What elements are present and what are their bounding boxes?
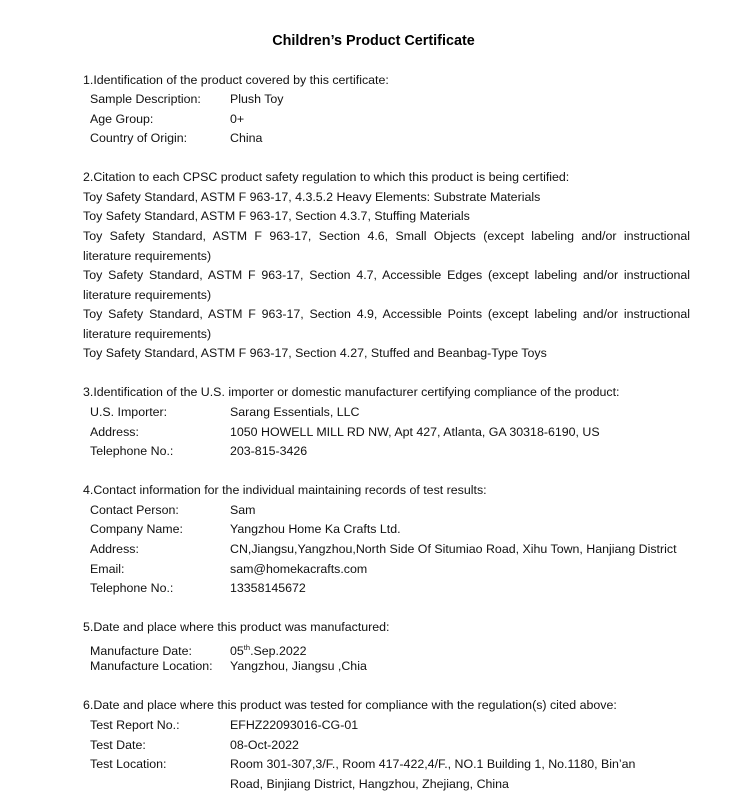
field-value: 0+	[230, 112, 245, 126]
section-1-heading: 1.Identification of the product covered by this certificate:	[83, 73, 389, 87]
manufacture-location-row	[90, 658, 367, 675]
field-value: 13358145672	[230, 581, 306, 595]
field-label: Address:	[90, 425, 139, 439]
field-label: Manufacture Location:	[90, 659, 213, 673]
section-4-heading: 4.Contact information for the individual maintaining records of test results:	[83, 483, 487, 497]
importer-telephone-row	[90, 443, 307, 460]
age-group-row	[90, 111, 244, 128]
field-label: Country of Origin:	[90, 131, 188, 145]
test-report-row	[90, 717, 358, 734]
field-value: Yangzhou, Jiangsu ,Chia	[230, 659, 367, 673]
field-value: sam@homekacrafts.com	[230, 562, 368, 576]
date-rest: .Sep.2022	[250, 644, 307, 658]
section-5-heading: 5.Date and place where this product was manufactured:	[83, 620, 390, 634]
test-location-row	[90, 756, 635, 773]
certificate-title: Children’s Product Certificate	[272, 33, 475, 49]
field-value: CN,Jiangsu,Yangzhou,North Side Of Situmiao Road, Xihu Town, Hanjiang District	[230, 542, 677, 556]
email-row	[90, 561, 367, 578]
field-value: EFHZ22093016-CG-01	[230, 718, 359, 732]
test-location-continuation: Road, Binjiang District, Hangzhou, Zhejiang, China	[230, 777, 509, 791]
field-label: Telephone No.:	[90, 581, 174, 595]
field-label: Telephone No.:	[90, 444, 174, 458]
field-value: Sam	[230, 503, 256, 517]
field-label: Test Location:	[90, 757, 167, 771]
contact-person-row	[90, 502, 255, 519]
field-label: Age Group:	[90, 112, 154, 126]
date-day: 05	[230, 644, 244, 658]
field-value: Yangzhou Home Ka Crafts Ltd.	[230, 522, 401, 536]
regulation-line: Toy Safety Standard, ASTM F 963-17, Section 4.9, Accessible Points (except labeling and/or instructional literature requirements)	[83, 307, 690, 341]
test-date-row	[90, 737, 299, 754]
field-label: U.S. Importer:	[90, 405, 168, 419]
regulation-line: Toy Safety Standard, ASTM F 963-17, Section 4.7, Accessible Edges (except labeling and/or instructional literature requirements)	[83, 268, 690, 302]
company-address-row	[90, 541, 677, 558]
field-label: Manufacture Date:	[90, 644, 192, 658]
field-label: Test Report No.:	[90, 718, 180, 732]
field-value: Plush Toy	[230, 92, 284, 106]
regulation-line: Toy Safety Standard, ASTM F 963-17, Section 4.3.7, Stuffing Materials	[83, 209, 470, 223]
section-6-heading: 6.Date and place where this product was tested for compliance with the regulation(s) cited above:	[83, 698, 617, 712]
regulation-line: Toy Safety Standard, ASTM F 963-17, Section 4.27, Stuffed and Beanbag-Type Toys	[83, 346, 547, 360]
regulation-line: Toy Safety Standard, ASTM F 963-17, Section 4.6, Small Objects (except labeling and/or instructional literature requirements)	[83, 229, 690, 263]
field-label: Contact Person:	[90, 503, 179, 517]
section-3-heading: 3.Identification of the U.S. importer or domestic manufacturer certifying compliance of the product:	[83, 385, 620, 399]
field-value: Room 301-307,3/F., Room 417-422,4/F., NO.1 Building 1, No.1180, Bin’an	[230, 757, 636, 771]
field-value: 08-Oct-2022	[230, 738, 299, 752]
company-name-row	[90, 521, 401, 538]
contact-telephone-row	[90, 580, 306, 597]
field-label: Test Date:	[90, 738, 146, 752]
field-label: Sample Description:	[90, 92, 201, 106]
field-label: Email:	[90, 562, 125, 576]
section-2-heading: 2.Citation to each CPSC product safety regulation to which this product is being certified:	[83, 170, 570, 184]
date-ordinal-suffix: th	[243, 643, 251, 652]
field-value: 1050 HOWELL MILL RD NW, Apt 427, Atlanta, GA 30318-6190, US	[230, 425, 600, 439]
importer-address-row	[90, 424, 600, 441]
sample-description-row	[90, 91, 284, 108]
country-of-origin-row	[90, 130, 262, 147]
field-label: Address:	[90, 542, 139, 556]
regulation-line: Toy Safety Standard, ASTM F 963-17, 4.3.5.2 Heavy Elements: Substrate Materials	[83, 190, 541, 204]
manufacture-date-row	[90, 639, 307, 660]
field-value: Sarang Essentials, LLC	[230, 405, 360, 419]
field-label: Company Name:	[90, 522, 183, 536]
field-value: China	[230, 131, 263, 145]
field-value	[230, 644, 307, 658]
field-value: 203-815-3426	[230, 444, 308, 458]
us-importer-row	[90, 404, 360, 421]
